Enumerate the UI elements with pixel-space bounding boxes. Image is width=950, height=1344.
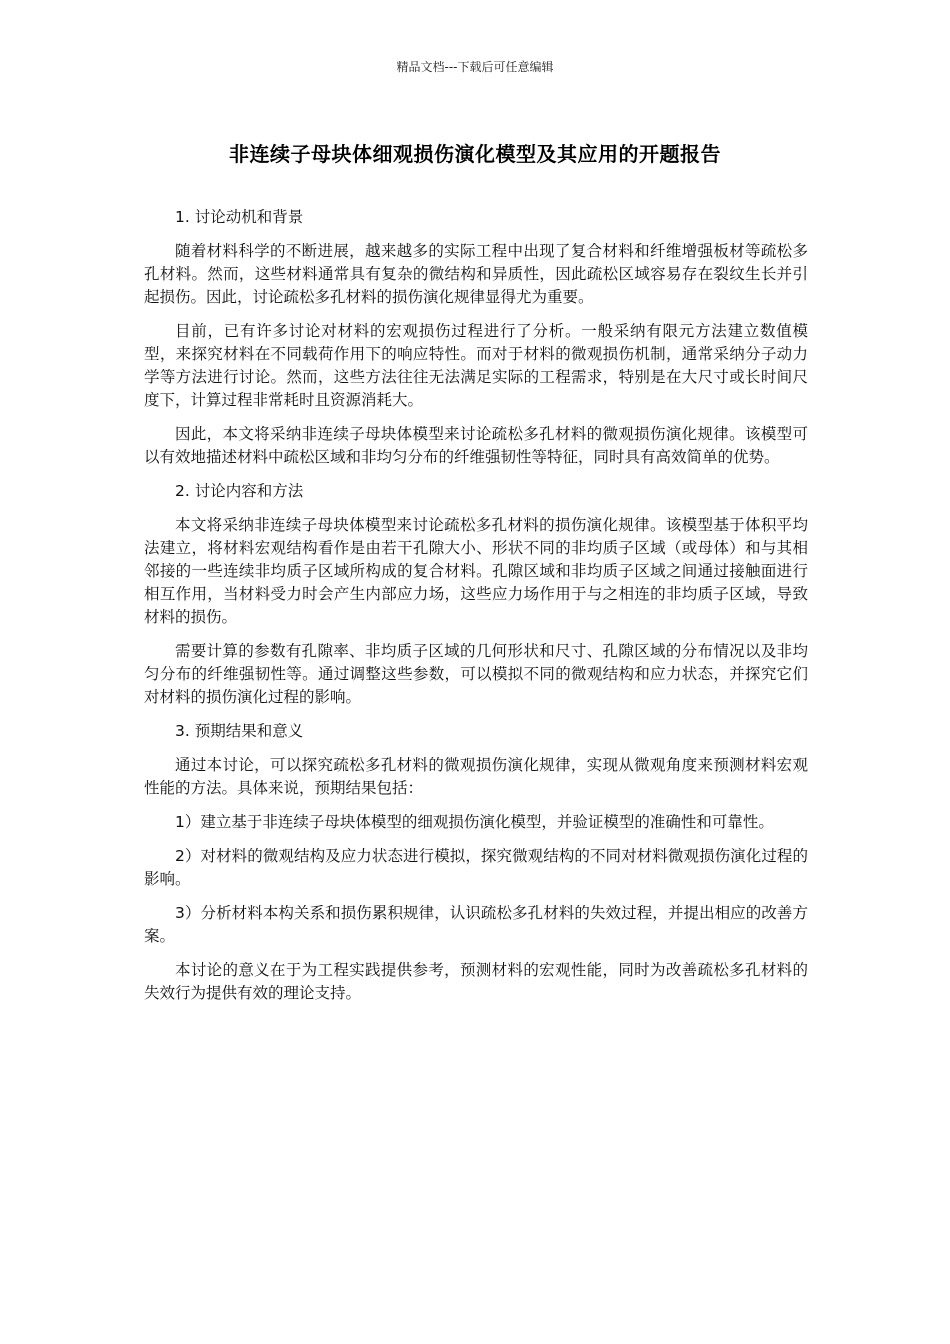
- paragraph: 通过本讨论，可以探究疏松多孔材料的微观损伤演化规律，实现从微观角度来预测材料宏观性能的方法。具体来说，预期结果包括：: [144, 756, 808, 797]
- section-heading-1: 1. 讨论动机和背景: [175, 208, 304, 226]
- paragraph: 随着材料科学的不断进展，越来越多的实际工程中出现了复合材料和纤维增强板材等疏松多孔材料。然而，这些材料通常具有复杂的微结构和异质性，因此疏松区域容易存在裂纹生长并引起损伤。因此，讨论疏松多孔材料的损伤演化规律显得尤为重要。: [144, 242, 808, 306]
- section-heading-3: 3. 预期结果和意义: [175, 722, 304, 740]
- document-title: 非连续子母块体细观损伤演化模型及其应用的开题报告: [229, 142, 721, 166]
- list-item: 2）对材料的微观结构及应力状态进行模拟，探究微观结构的不同对材料微观损伤演化过程的影响。: [144, 847, 808, 888]
- paragraph: 本讨论的意义在于为工程实践提供参考，预测材料的宏观性能，同时为改善疏松多孔材料的失效行为提供有效的理论支持。: [144, 961, 808, 1002]
- paragraph: 因此，本文将采纳非连续子母块体模型来讨论疏松多孔材料的微观损伤演化规律。该模型可以有效地描述材料中疏松区域和非均匀分布的纤维强韧性等特征，同时具有高效简单的优势。: [144, 425, 808, 466]
- paragraph: 目前，已有许多讨论对材料的宏观损伤过程进行了分析。一般采纳有限元方法建立数值模型，来探究材料在不同载荷作用下的响应特性。而对于材料的微观损伤机制，通常采纳分子动力学等方法进行讨论。然而，这些方法往往无法满足实际的工程需求，特别是在大尺寸或长时间尺度下，计算过程非常耗时且资源消耗大。: [144, 322, 808, 409]
- list-item: 1）建立基于非连续子母块体模型的细观损伤演化模型，并验证模型的准确性和可靠性。: [175, 813, 774, 831]
- document-body: [144, 206, 808, 1016]
- list-item: 3）分析材料本构关系和损伤累积规律，认识疏松多孔材料的失效过程，并提出相应的改善方案。: [144, 904, 808, 945]
- paragraph: 本文将采纳非连续子母块体模型来讨论疏松多孔材料的损伤演化规律。该模型基于体积平均法建立，将材料宏观结构看作是由若干孔隙大小、形状不同的非均质子区域（或母体）和与其相邻接的一些连续非均质子区域所构成的复合材料。孔隙区域和非均质子区域之间通过接触面进行相互作用，当材料受力时会产生内部应力场，这些应力场作用于与之相连的非均质子区域，导致材料的损伤。: [144, 516, 808, 626]
- paragraph: 需要计算的参数有孔隙率、非均质子区域的几何形状和尺寸、孔隙区域的分布情况以及非均匀分布的纤维强韧性等。通过调整这些参数，可以模拟不同的微观结构和应力状态，并探究它们对材料的损伤演化过程的影响。: [144, 642, 808, 706]
- page-header: 精品文档---下载后可任意编辑: [396, 60, 554, 74]
- section-heading-2: 2. 讨论内容和方法: [175, 482, 304, 500]
